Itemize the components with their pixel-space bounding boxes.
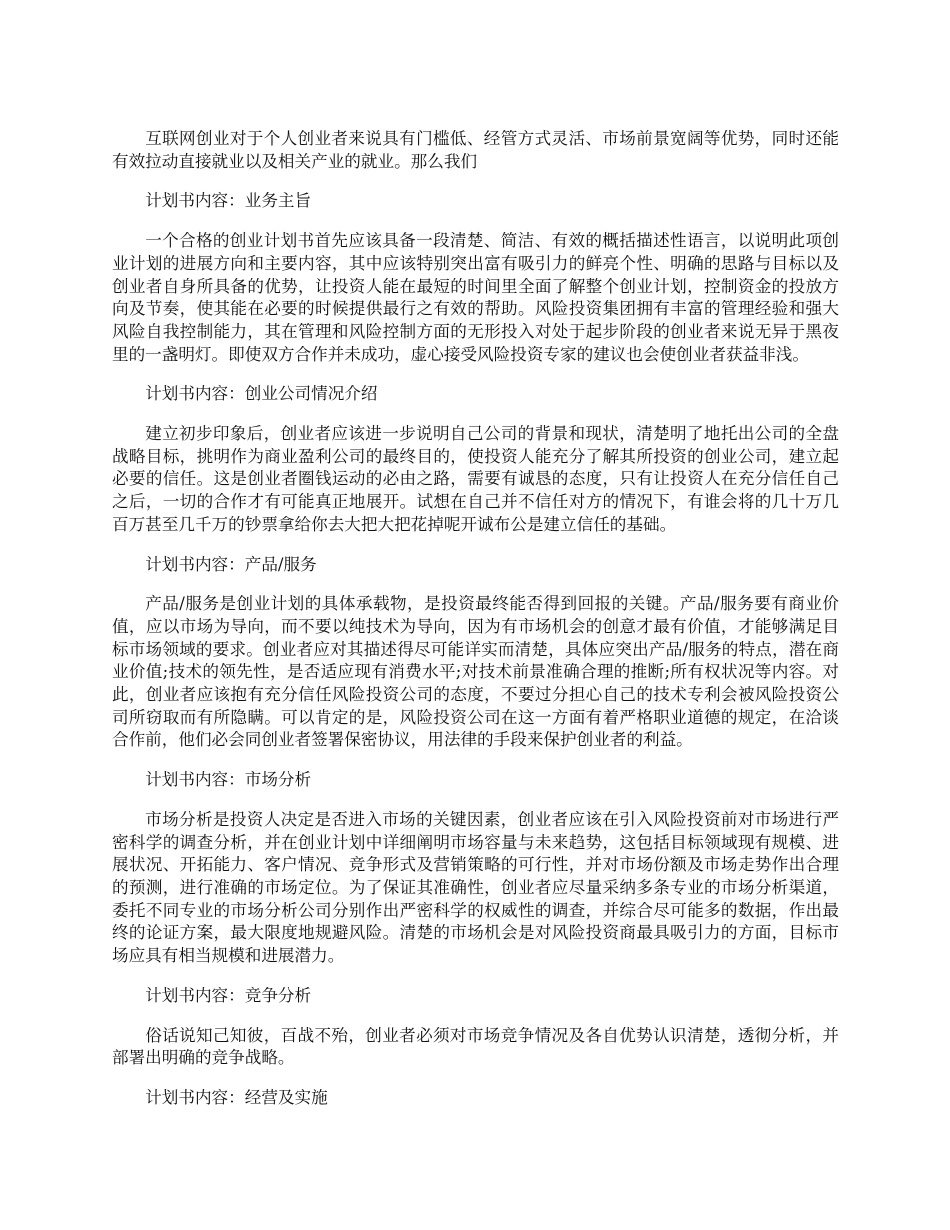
heading-market-analysis: 计划书内容：市场分析 [145,770,312,790]
heading-product-service: 计划书内容：产品/服务 [145,554,317,574]
business-purpose-paragraph: 一个合格的创业计划书首先应该具备一段清楚、简洁、有效的概括描述性语言，以说明此项创业计划的进展方向和主要内容，其中应该特别突出富有吸引力的鲜亮个性、明确的思路与目标以及创业者自身所具备的优势，让投资人能在最短的时间里全面了解整个创业计划，控制资金的投放方向及节奏，使其能在必要的时候提供最行之有效的帮助。风险投资集团拥有丰富的管理经验和强大风险自我控制能力，其在管理和风险控制方面的无形投入对处于起步阶段的创业者来说无异于黑夜里的一盏明灯。即使双方合作并未成功，虚心接受风险投资专家的建议也会使创业者获益非浅。 [112,231,839,364]
heading-competition-analysis: 计划书内容：竞争分析 [145,985,312,1005]
heading-business-purpose: 计划书内容：业务主旨 [145,191,312,211]
company-intro-paragraph: 建立初步印象后，创业者应该进一步说明自己公司的背景和现状，清楚明了地托出公司的全盘战略目标，挑明作为商业盈利公司的最终目的，使投资人能充分了解其所投资的创业公司，建立起必要的信任。这是创业者圈钱运动的必由之路，需要有诚恳的态度，只有让投资人在充分信任自己之后，一切的合作才有可能真正地展开。试想在自己并不信任对方的情况下，有谁会将的几十万几百万甚至几千万的钞票拿给你去大把大把花掉呢开诚布公是建立信任的基础。 [112,424,839,534]
product-service-paragraph: 产品/服务是创业计划的具体承载物，是投资最终能否得到回报的关键。产品/服务要有商业价值，应以市场为导向，而不要以纯技术为导向，因为有市场机会的创意才最有价值，才能够满足目标市场领域的要求。创业者应对其描述得尽可能详实而清楚，具体应突出产品/服务的特点，潜在商业价值;技术的领先性，是否适应现有消费水平;对技术前景准确合理的推断;所有权状况等内容。对此，创业者应该抱有充分信任风险投资公司的态度，不要过分担心自己的技术专利会被风险投资公司所窃取而有所隐瞒。可以肯定的是，风险投资公司在这一方面有着严格职业道德的规定，在洽谈合作前，他们必会同创业者签署保密协议，用法律的手段来保护创业者的利益。 [112,594,839,750]
competition-analysis-paragraph: 俗话说知己知彼，百战不殆，创业者必须对市场竞争情况及各自优势认识清楚，透彻分析，并部署出明确的竞争战略。 [112,1025,839,1068]
heading-company-intro: 计划书内容：创业公司情况介绍 [145,384,378,404]
market-analysis-paragraph: 市场分析是投资人决定是否进入市场的关键因素，创业者应该在引入风险投资前对市场进行严密科学的调查分析，并在创业计划中详细阐明市场容量与未来趋势，这包括目标领域现有规模、进展状况、开拓能力、客户情况、竞争形式及营销策略的可行性，并对市场份额及市场走势作出合理的预测，进行准确的市场定位。为了保证其准确性，创业者应尽量采纳多条专业的市场分析渠道，委托不同专业的市场分析公司分别作出严密科学的权威性的调查，并综合尽可能多的数据，作出最终的论证方案，最大限度地规避风险。清楚的市场机会是对风险投资商最具吸引力的方面，目标市场应具有相当规模和进展潜力。 [112,809,839,966]
document-body [112,128,839,1127]
intro-paragraph: 互联网创业对于个人创业者来说具有门槛低、经管方式灵活、市场前景宽阔等优势，同时还能有效拉动直接就业以及相关产业的就业。那么我们 [112,129,839,171]
heading-operations: 计划书内容：经营及实施 [145,1087,328,1107]
